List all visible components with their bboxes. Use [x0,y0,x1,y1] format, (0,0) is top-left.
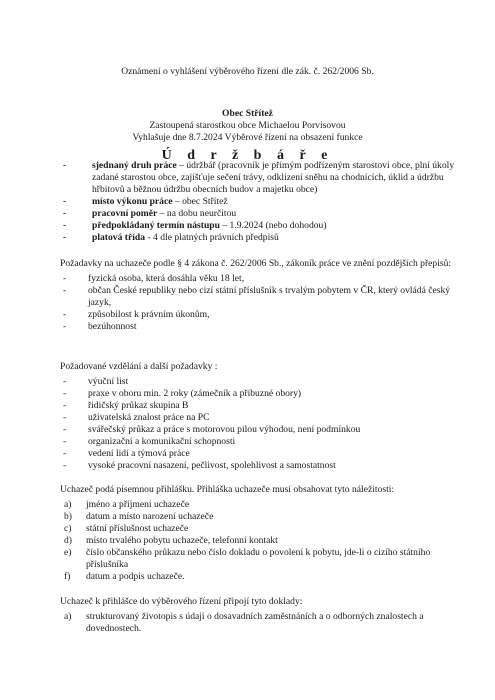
application-item [60,535,460,547]
requirements-list [60,273,460,333]
position-title: Ú d r ž b á ř e [161,148,334,163]
documents-heading: Uchazeč k přihlášce do výběrového řízení připojí tyto doklady: [60,596,303,607]
requirement-item: - způsobilost k právním úkonům, [60,309,460,321]
document-item [60,611,460,635]
requirement-item: - občan České republiky nebo cizí státní příslušník s trvalým pobytem v ČR, který ovládá český jazyk, [60,285,460,309]
detail-item [60,220,460,232]
item-text: místo trvalého pobytu uchazeče, telefonní kontakt [86,535,278,546]
education-list [60,376,460,472]
detail-text: – obec Střítež [172,196,228,207]
details-list [60,160,460,244]
application-item [60,571,460,583]
detail-label: místo výkonu práce [92,196,173,207]
application-section [60,484,460,583]
detail-text: – na dobu neurčitou [157,208,237,219]
announcement-line: Vyhlašuje dne 8.7.2024 Výběrové řízení na obsazení funkce [132,132,363,143]
education-section [60,361,460,472]
item-marker: d) [64,535,72,546]
education-item: - uživatelská znalost práce na PC [60,412,460,424]
item-text: jméno a příjmení uchazeče [86,499,190,510]
education-heading: Požadované vzdělání a další požadavky : [60,361,218,372]
requirement-item: - fyzická osoba, která dosáhla věku 18 let, [60,273,460,285]
requirements-heading: Požadavky na uchazeče podle § 4 zákona č. 262/2006 Sb., zákoník práce ve znění pozdějších přepisů: [60,258,452,269]
represented-by: Zastoupená starostkou obce Michaelou Porvisovou [149,120,346,131]
education-item: - výuční list [60,376,460,388]
item-marker: a) [64,499,72,510]
item-marker: c) [64,523,72,534]
detail-label: předpokládaný termín nástupu [92,220,220,231]
application-item [60,511,460,523]
org-name: Obec Střítež [222,108,273,119]
item-marker: b) [64,511,72,522]
details-section [60,160,460,244]
detail-item [60,196,460,208]
application-item [60,523,460,535]
detail-item [60,232,460,244]
item-text: datum a podpis uchazeče. [86,571,185,582]
item-marker: e) [64,547,72,558]
application-heading: Uchazeč podá písemnou přihlášku. Přihláška uchazeče musí obsahovat tyto náležitosti: [60,484,395,495]
item-text: číslo občanského průkazu nebo číslo dokladu o povolení k pobytu, jde-li o cizího státního příslušníka [86,547,431,570]
education-item: - svářečský průkaz a práce s motorovou pilou výhodou, není podmínkou [60,424,460,436]
application-item [60,499,460,511]
requirement-item: - bezúhonnost [60,321,460,333]
item-text: státní příslušnost uchazeče [86,523,189,534]
education-item: - praxe v oboru min. 2 roky (zámečník a příbuzné obory) [60,388,460,400]
detail-label: sjednaný druh práce [92,160,177,171]
detail-label: pracovní poměr [92,208,158,219]
education-item: - vedení lidí a týmová práce [60,448,460,460]
documents-list [60,611,460,635]
item-marker: a) [64,611,72,622]
detail-text: – 1.9.2024 (nebo dohodou) [219,220,327,231]
application-item [60,547,460,571]
application-list [60,499,460,583]
documents-section [60,596,460,635]
detail-item [60,160,460,196]
detail-label: platová třída [92,232,146,243]
education-item: - vysoké pracovní nasazení, pečlivost, spolehlivost a samostatnost [60,460,460,472]
intro-line: Oznámení o vyhlášení výběrového řízení dle zák. č. 262/2006 Sb. [121,66,374,77]
item-marker: f) [64,571,71,582]
header-block [0,108,495,144]
detail-item [60,208,460,220]
item-text: datum a místo narození uchazeče [86,511,214,522]
item-text: strukturovaný životopis s údaji o dosavadních zaměstnáních a o odborných znalostech a dovednostech. [86,611,424,634]
requirements-section [60,258,460,333]
detail-text: – údržbář (pracovník je přímým podřízeným starostovi obce, plní úkoly zadané starostou obce, zajišťuje sečení trávy, odklizení sněhu na chodnících, úklid a údržbu hřbitovů a běžnou údržbu obecních budov a majetku obce) [92,160,455,195]
education-item: - organizační a komunikační schopnosti [60,436,460,448]
education-item: - řidičský průkaz skupina B [60,400,460,412]
detail-text: - 4 dle platných právních předpisů [145,232,279,243]
